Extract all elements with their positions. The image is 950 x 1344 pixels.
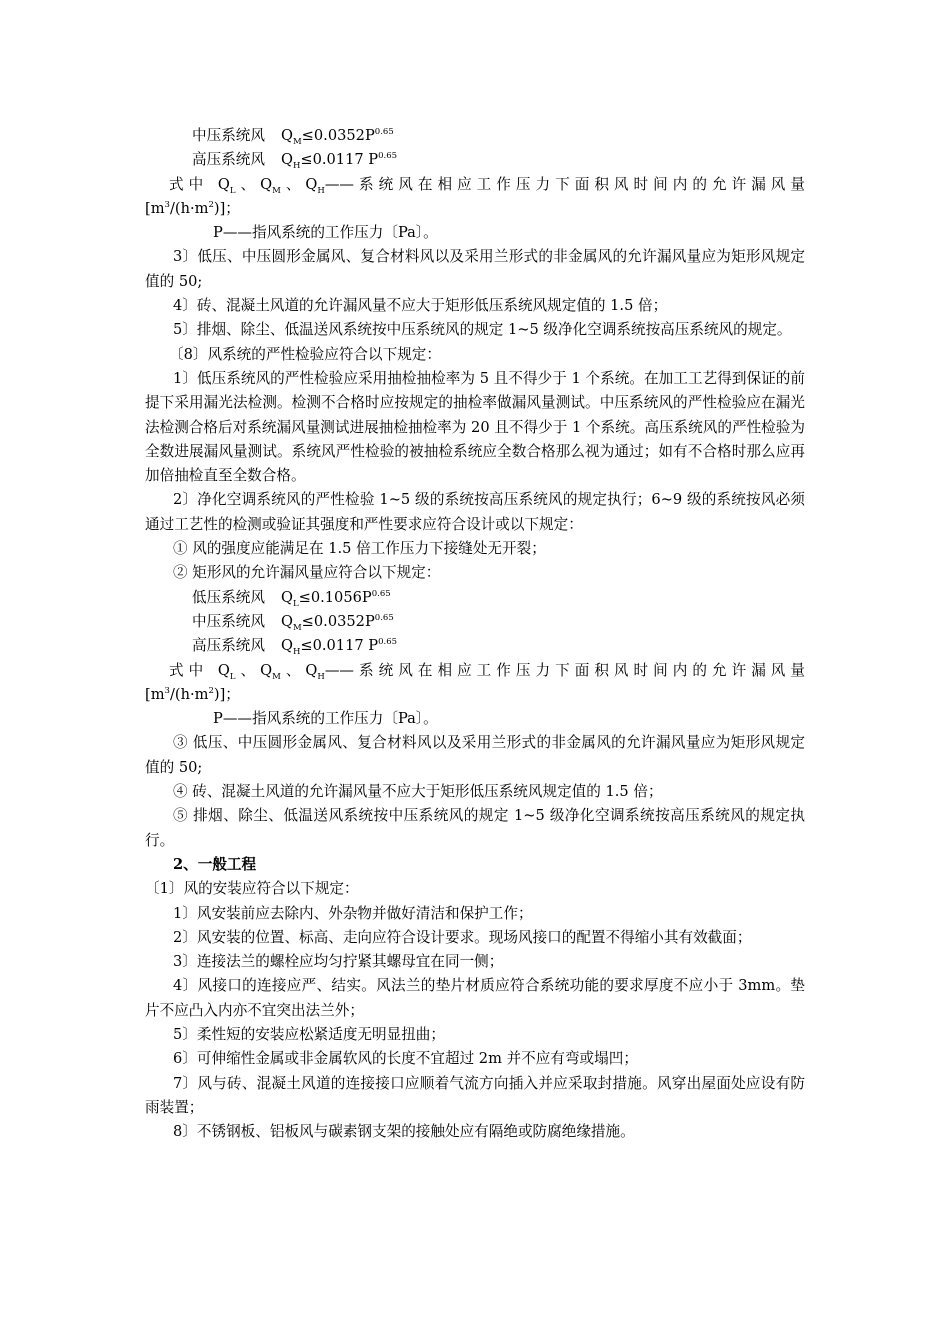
- section-heading: 〔8〕风系统的严性检验应符合以下规定：: [169, 345, 441, 363]
- formula-unit: $[m^3/(h\cdot m^2)]$；: [145, 199, 240, 217]
- paragraph: 5〕排烟、除尘、低温送风系统按中压系统风的规定 1~5 级净化空调系统按高压系统风的规定。: [173, 321, 792, 339]
- formula-unit: $[m^3/(h\cdot m^2)]$；: [145, 685, 240, 703]
- list-item: ① 风的强度应能满足在 1.5 倍工作压力下接缝处无开裂；: [173, 540, 546, 558]
- formula-p-definition: P——指风系统的工作压力〔Pa〕。: [213, 710, 438, 728]
- list-item: ③ 低压、中压圆形金属风、复合材料风以及采用兰形式的非金属风的允许漏风量应为矩形风规定值的 50;: [145, 734, 805, 776]
- paragraph: 2〕净化空调系统风的严性检验 1~5 级的系统按高压系统风的规定执行；6~9 级的系统按风必须通过工艺性的检测或验证其强度和严性要求应符合设计或以下规定：: [145, 491, 805, 533]
- formula-legend: 式中 $Q_L$、$Q_M$、$Q_H——$系统风在相应工作压力下面积风时间内的允许漏风量: [169, 661, 805, 682]
- document-body: [145, 124, 805, 1144]
- list-item: 7〕风与砖、混凝土风道的连接接口应顺着气流方向插入并应采取封措施。风穿出屋面处应设有防雨装置；: [145, 1074, 805, 1116]
- list-item: 3〕连接法兰的螺栓应均匀拧紧其螺母宜在同一侧；: [173, 953, 504, 971]
- list-item: ② 矩形风的允许漏风量应符合以下规定：: [173, 564, 441, 582]
- formula-high-pressure: 高压系统风 $Q_H\le 0.0117$ $P^{0.65}$: [192, 151, 398, 172]
- list-item: 2〕风安装的位置、标高、走向应符合设计要求。现场风接口的配置不得缩小其有效截面；: [173, 928, 752, 946]
- list-item: ⑤ 排烟、除尘、低温送风系统按中压系统风的规定 1~5 级净化空调系统按高压系统风的规定执行。: [145, 807, 805, 849]
- list-item: 4〕风接口的连接应严、结实。风法兰的垫片材质应符合系统功能的要求厚度不应小于 3mm。垫片不应凸入内亦不宜突出法兰外；: [145, 977, 805, 1019]
- section-heading: 〔1〕风的安装应符合以下规定：: [145, 880, 359, 898]
- paragraph: 3〕低压、中压圆形金属风、复合材料风以及采用兰形式的非金属风的允许漏风量应为矩形风规定值的 50;: [145, 248, 805, 290]
- paragraph: 1〕低压系统风的严性检验应采用抽检抽检率为 5 且不得少于 1 个系统。在加工工艺得到保证的前提下采用漏光法检测。检测不合格时应按规定的抽检率做漏风量测试。中压系统风的严性检验应在漏光法检测合格后对系统漏风量测试进展抽检抽检率为 20 且不得少于 1 个系统。高压系统风的严性检验为全数进展漏风量测试。系统风严性检验的被抽检系统应全数合格那么视为通过；如有不合格时那么应再加倍抽检直至全数合格。: [145, 369, 805, 485]
- list-item: 6〕可伸缩性金属或非金属软风的长度不宜超过 2m 并不应有弯或塌凹；: [173, 1050, 638, 1068]
- list-item: 5〕柔性短的安装应松紧适度无明显扭曲；: [173, 1025, 445, 1043]
- paragraph: 4〕砖、混凝土风道的允许漏风量不应大于矩形低压系统风规定值的 1.5 倍；: [173, 297, 668, 315]
- formula-mid-pressure: 中压系统风 $Q_M\le 0.0352P^{0.65}$: [192, 612, 394, 633]
- section-title: 2、一般工程: [173, 855, 257, 873]
- formula-mid-pressure: 中压系统风 $Q_M\le 0.0352P^{0.65}$: [192, 127, 394, 147]
- list-item: 8〕不锈钢板、铝板风与碳素钢支架的接触处应有隔绝或防腐绝缘措施。: [173, 1123, 635, 1141]
- formula-p-definition: P——指风系统的工作压力〔Pa〕。: [213, 224, 438, 242]
- formula-legend: 式中 $Q_L$、$Q_M$、$Q_H——$系统风在相应工作压力下面积风时间内的允许漏风量: [169, 175, 805, 196]
- formula-low-pressure: 低压系统风 $Q_L\le 0.1056P^{0.65}$: [192, 588, 391, 609]
- list-item: 1〕风安装前应去除内、外杂物并做好清洁和保护工作；: [173, 904, 533, 922]
- formula-high-pressure: 高压系统风 $Q_H\le 0.0117$ $P^{0.65}$: [192, 637, 398, 658]
- list-item: ④ 砖、混凝土风道的允许漏风量不应大于矩形低压系统风规定值的 1.5 倍；: [173, 783, 663, 801]
